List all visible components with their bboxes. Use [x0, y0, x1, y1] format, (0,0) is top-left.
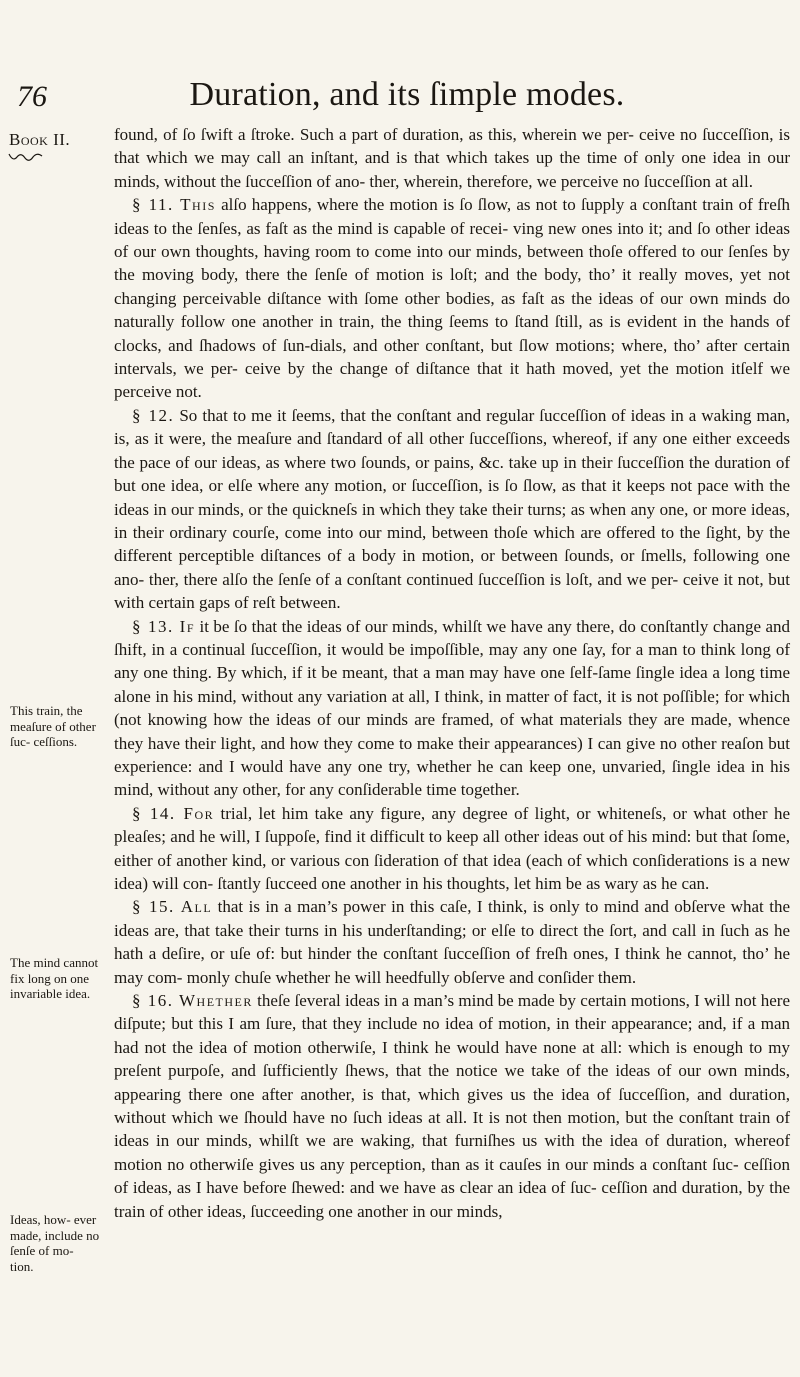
paragraph-text: theſe ſeveral ideas in a man’s mind be made by certain motions, I will not here diſpute; but this I am ſure, that they include no idea of motion, in their appearance; and, if a man had not the idea of motion otherwiſe, I think he would have none at all: which is enough to my preſent purpoſe, and ſufficiently ſhews, that the notice we take of the ideas of our own minds, appearing there one after another, is that, which gives us the idea of ſucceſſion, and duration, without which we ſhould have no ſuch ideas at all. It is not then motion, but the conſtant train of ideas in our minds, whilſt we are waking, that furniſhes us with the idea of duration, whereof motion no otherwiſe gives us any perception, than as it cauſes in our minds a conſtant ſuc- ceſſion of ideas, as I have before ſhewed: and we have as clear an idea of ſuc- ceſſion and duration, by the train of other ideas, ſucceeding one another in our minds, — [114, 991, 790, 1221]
ornament-icon — [8, 150, 44, 164]
section-16 — [114, 989, 790, 1223]
running-head: Duration, and its ſimple modes. — [189, 76, 625, 113]
section-heading: § 13. If — [132, 616, 196, 636]
section-14 — [114, 802, 790, 896]
paragraph-text: found, of ſo ſwift a ſtroke. Such a part of duration, as this, wherein we per- ceive no ſucceſſion, is that which we may call an inſtant, and is that which takes up the time of only one idea in our minds, without the ſucceſſion of ano- ther, wherein, therefore, we perceive no ſucceſſion at all. — [114, 125, 790, 191]
margin-note-2: The mind cannot fix long on one invariable idea. — [10, 955, 99, 1001]
section-heading: § 11. This — [132, 195, 216, 215]
section-heading: § 12. — [132, 405, 175, 425]
book-label: Book II. — [9, 130, 71, 149]
section-heading: § 15. All — [132, 897, 213, 917]
paragraph-continuation — [114, 123, 790, 193]
body-text — [114, 123, 790, 1223]
paragraph-text: trial, let him take any figure, any degree of light, or whiteneſs, or what other he pleaſes; and he will, I ſuppoſe, find it difficult to keep all other ideas out of his mind: but that ſome, either of another kind, or various con ſideration of that idea (each of which conſiderations is a new idea) will con- ſtantly ſucceed one another in his thoughts, let him be as wary as he can. — [114, 803, 791, 893]
paragraph-text: alſo happens, where the motion is ſo ſlow, as not to ſupply a conſtant train of freſh ideas to the ſenſes, as faſt as the mind is capable of recei- ving new ones into it; and ſo other ideas of our own thoughts, having room to come into our minds, between thoſe offered to our ſenſes by the moving body, there the ſenſe of motion is loſt; and the body, tho’ it really moves, yet not changing perceivable diſtance with ſome other bodies, as faſt as the ideas of our own minds do naturally follow one another in train, the thing ſeems to ſtand ſtill, as is evident in the hands of clocks, and ſhadows of ſun-dials, and other conſtant, but ſlow motions; where, tho’ after certain intervals, we per- ceive by the change of diſtance that it hath moved, yet the motion itſelf we perceive not. — [114, 195, 790, 402]
section-heading: § 14. For — [132, 803, 215, 823]
paragraph-text: that is in a man’s power in this caſe, I think, is only to mind and obſerve what the ideas are, that take their turns in his underſtanding; or elſe to direct the ſort, and call in ſuch as he hath a deſire, or uſe of: but hinder the conſtant ſucceſſion of freſh ones, I think he cannot, tho’ he may com- monly chuſe whether he will heedfully obſerve and conſider them. — [114, 897, 791, 987]
section-heading: § 16. Whether — [132, 991, 253, 1011]
section-15 — [114, 895, 790, 989]
paragraph-text: So that to me it ſeems, that the conſtant and regular ſucceſſion of ideas in a waking man, is, as it were, the meaſure and ſtandard of all other ſucceſſions, whereof, if any one either exceeds the pace of our ideas, as where two ſounds, or pains, &c. take up in their ſucceſſion the duration of but one idea, or elſe where any motion, or ſucceſſion, is ſo ſlow, as that it keeps not pace with the ideas in our minds, or the quickneſs in which they take their turns; as when any one, or more ideas, in their ordinary courſe, come into our mind, between thoſe which are offered to the ſight, by the different perceptible diſtances of a body in motion, or between ſounds, or ſmells, following one ano- ther, there alſo the ſenſe of a conſtant continued ſucceſſion is loſt, and we per- ceive it not, but with certain gaps of reſt between. — [114, 405, 790, 613]
margin-note-1: This train, the meaſure of other ſuc- ceſſions. — [10, 703, 96, 749]
section-11 — [114, 193, 790, 404]
margin-note-3: Ideas, how- ever made, include no ſenſe of mo- tion. — [10, 1212, 100, 1274]
page-number: 76 — [17, 80, 47, 113]
paragraph-text: it be ſo that the ideas of our minds, whilſt we have any there, do conſtantly change and ſhift, in a continual ſucceſſion, it would be impoſſible, may any one ſay, for a man to think long of any one thing. By which, if it be meant, that a man may have one ſelf-ſame ſingle idea a long time alone in his mind, without any variation at all, I think, in matter of fact, it is not poſſible; for which (not knowing how the ideas of our minds are framed, of what materials they are made, whence they have their light, and how they come to make their appearances) I can give no other reaſon but experience: and I would have any one try, whether he can keep one, unvaried, ſingle idea in his mind, without any other, for any conſiderable time together. — [114, 616, 790, 800]
section-12 — [114, 404, 790, 615]
section-13 — [114, 615, 790, 802]
